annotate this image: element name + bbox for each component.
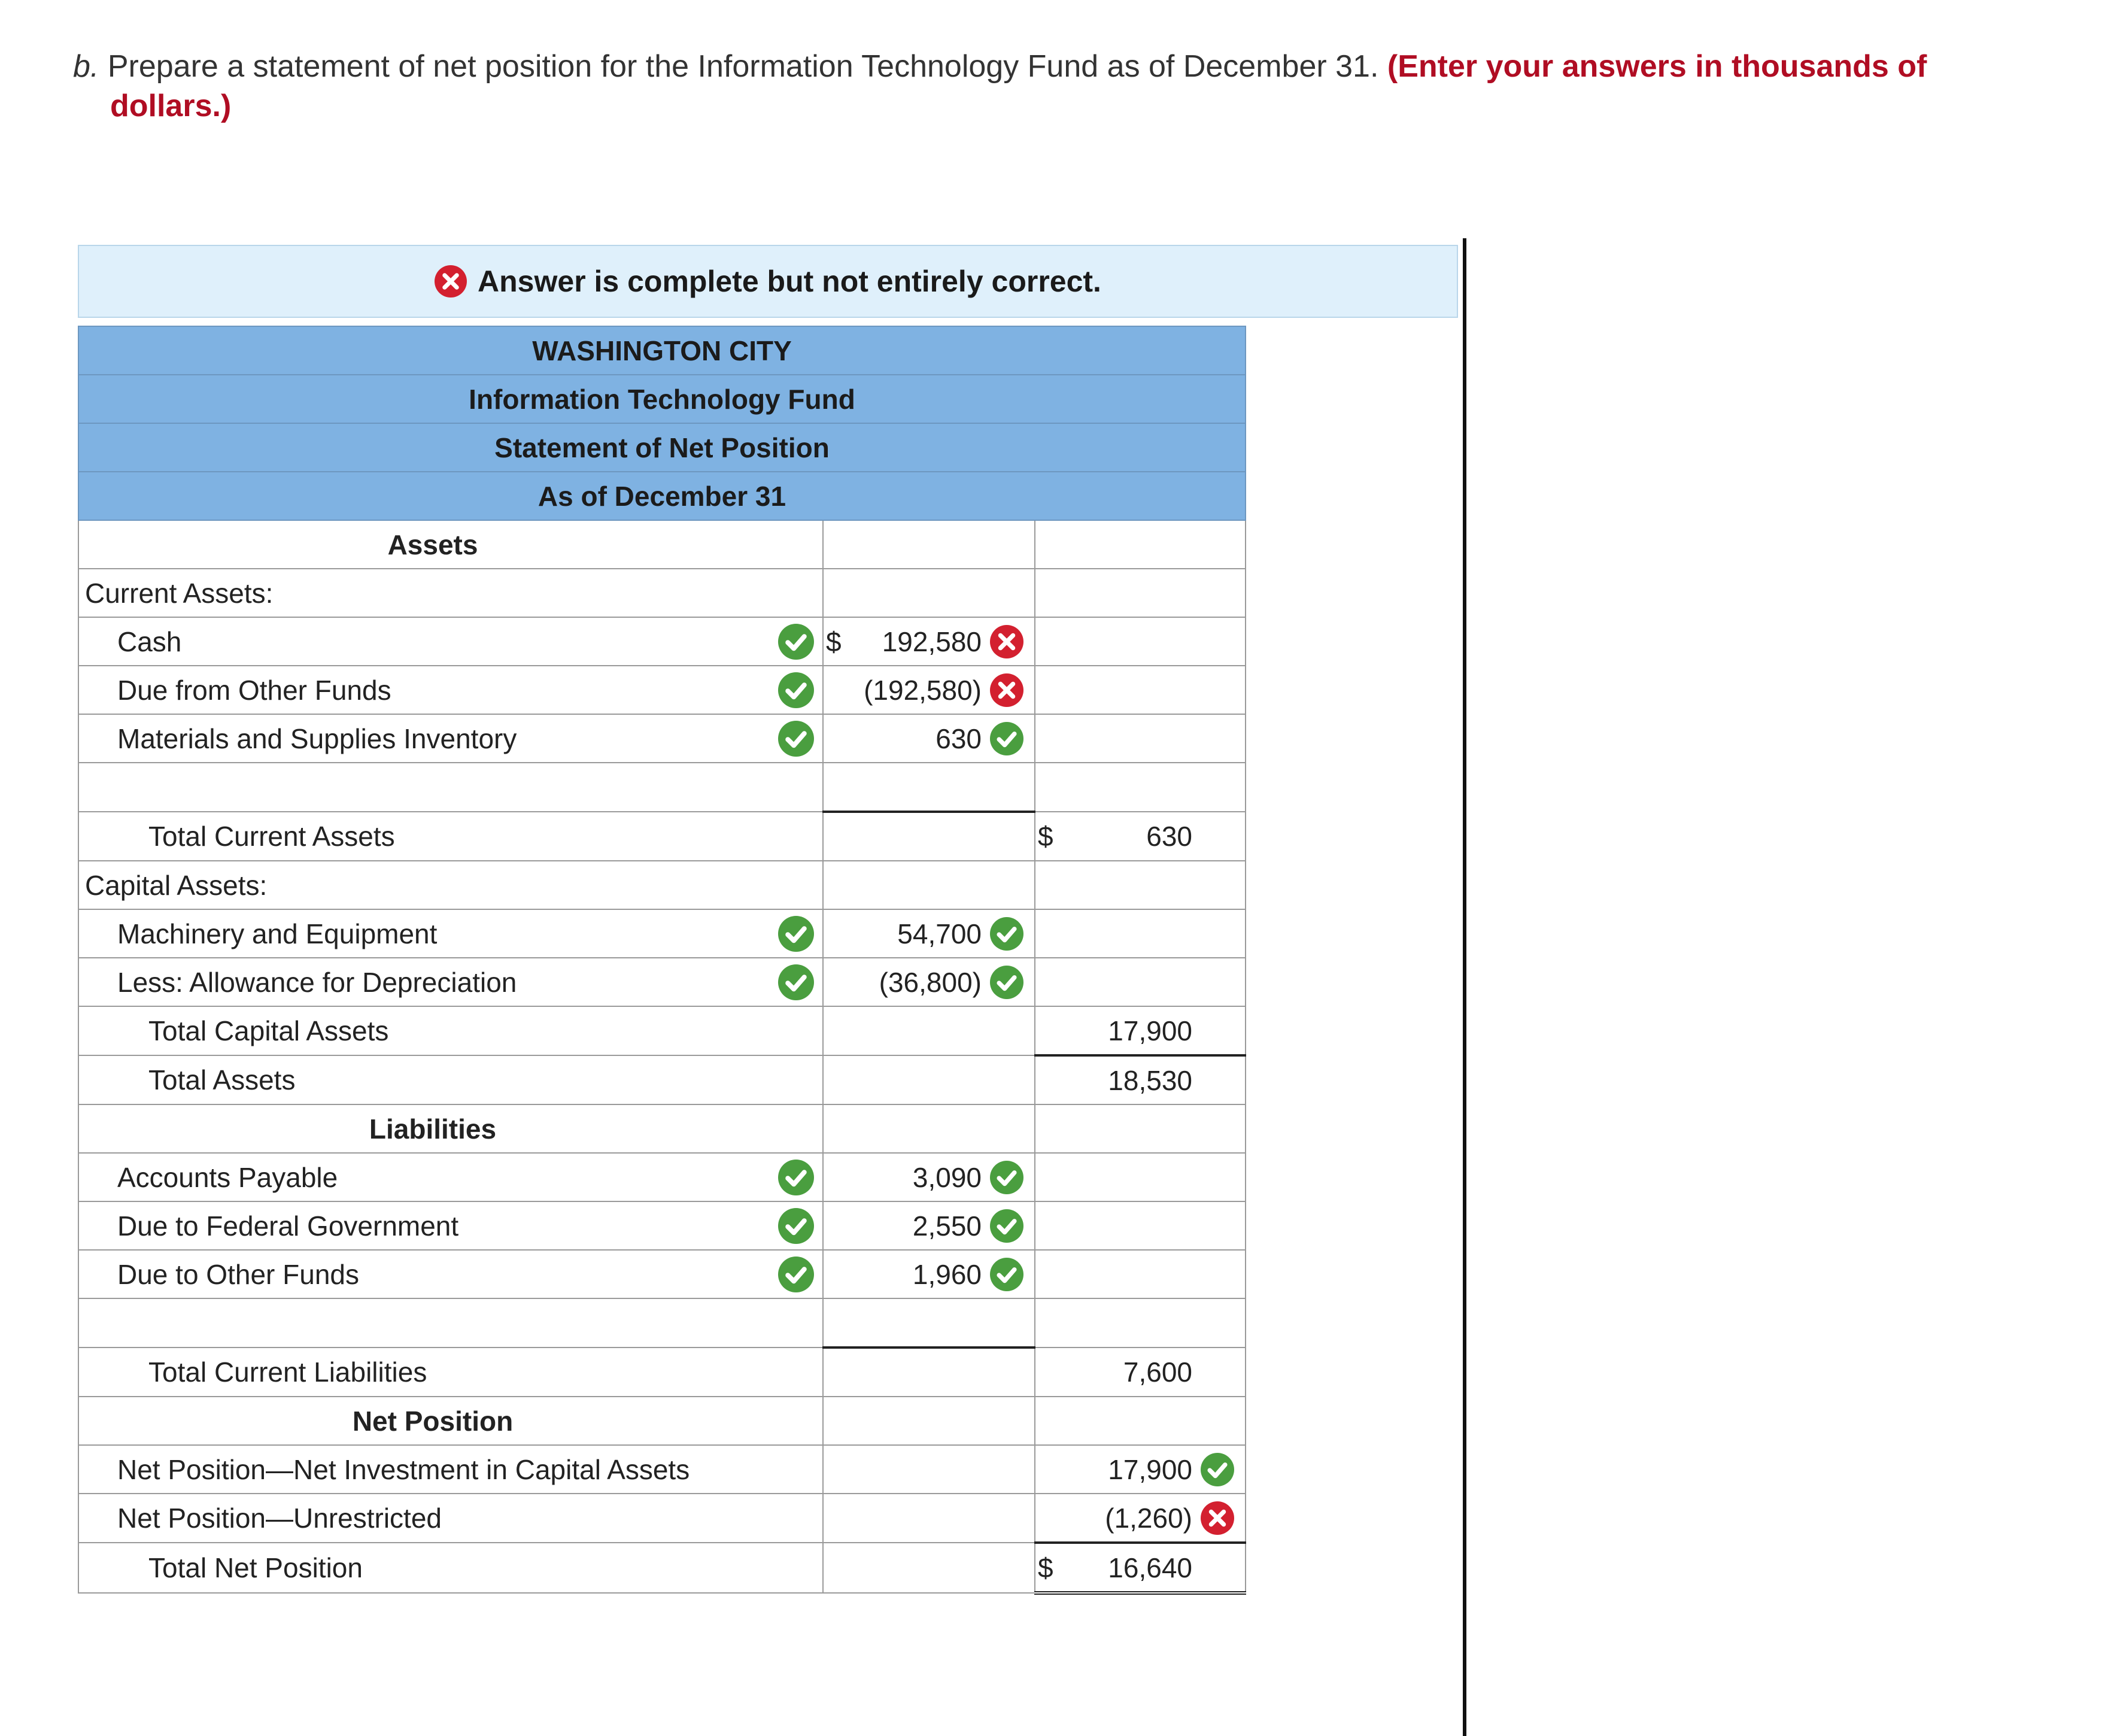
total-capital-assets-label: Total Capital Assets: [148, 1015, 389, 1046]
x-circle-icon: [990, 625, 1023, 658]
check-circle-icon: [778, 1257, 814, 1292]
table-row: [78, 1298, 1246, 1347]
question-prompt: [73, 47, 2048, 126]
table-row: [78, 1347, 1246, 1397]
check-circle-icon: [990, 966, 1023, 999]
blank-amount-input[interactable]: [824, 763, 1034, 811]
total-assets-label: Total Assets: [148, 1064, 296, 1095]
check-circle-icon: [1201, 1453, 1234, 1486]
account-select-allowance-depreciation[interactable]: [79, 958, 822, 1006]
total-current-liabilities-label: Total Current Liabilities: [148, 1356, 427, 1388]
amount-value: 3,090: [912, 1161, 982, 1193]
table-row: [78, 861, 1246, 909]
blank-account-select[interactable]: [79, 1299, 822, 1347]
check-circle-icon: [990, 917, 1023, 951]
amount-value: (192,580): [864, 674, 982, 706]
account-label: Cash: [117, 626, 182, 657]
table-row: [78, 520, 1246, 569]
panel-divider: [1463, 238, 1466, 1736]
account-label: Due to Federal Government: [117, 1210, 459, 1242]
statement-of-net-position: [78, 326, 1246, 1595]
amount-value: 2,550: [912, 1210, 982, 1242]
total-current-assets-label: Total Current Assets: [148, 821, 395, 852]
account-label: Accounts Payable: [117, 1161, 338, 1193]
table-row: [78, 958, 1246, 1006]
amount-value: 192,580: [882, 626, 982, 657]
amount-input-np-unrestricted[interactable]: [1035, 1494, 1245, 1541]
amount-value: 16,640: [1108, 1552, 1192, 1583]
total-assets-amount[interactable]: [1035, 1057, 1245, 1104]
table-row: [78, 1494, 1246, 1543]
amount-value: 630: [935, 723, 982, 754]
check-circle-icon: [778, 1160, 814, 1195]
statement-title: Statement of Net Position: [78, 423, 1246, 472]
check-circle-icon: [778, 916, 814, 952]
table-row: [78, 666, 1246, 714]
amount-input-np-capital[interactable]: [1035, 1446, 1245, 1493]
dollar-sign: $: [1038, 821, 1053, 852]
np-capital-label: Net Position—Net Investment in Capital Assets: [117, 1453, 690, 1485]
account-label: Due from Other Funds: [117, 674, 391, 706]
blank-account-select[interactable]: [79, 763, 822, 811]
amount-input-materials-inventory[interactable]: [824, 715, 1034, 762]
total-capital-assets-amount[interactable]: [1035, 1007, 1245, 1054]
table-row: [78, 714, 1246, 763]
table-row: [78, 1153, 1246, 1201]
question-instruction: (Enter your answers in thousands of: [1387, 49, 1927, 84]
account-label: Machinery and Equipment: [117, 918, 438, 949]
check-circle-icon: [990, 722, 1023, 755]
amount-input-cash[interactable]: [824, 618, 1034, 665]
amount-input-due-to-federal[interactable]: [824, 1202, 1034, 1249]
check-circle-icon: [778, 1208, 814, 1244]
amount-value: 630: [1146, 821, 1192, 852]
account-select-accounts-payable[interactable]: [79, 1154, 822, 1201]
x-circle-icon: [1201, 1501, 1234, 1535]
total-current-assets-amount[interactable]: [1035, 812, 1245, 860]
capital-assets-label: Capital Assets:: [85, 869, 268, 901]
amount-value: 7,600: [1123, 1356, 1192, 1388]
amount-input-accounts-payable[interactable]: [824, 1154, 1034, 1201]
table-row: [78, 1250, 1246, 1298]
table-row: [78, 1201, 1246, 1250]
total-net-position-amount[interactable]: [1035, 1544, 1245, 1591]
question-letter: b.: [73, 49, 99, 84]
account-select-due-to-other-funds[interactable]: [79, 1251, 822, 1298]
check-circle-icon: [778, 721, 814, 757]
table-row: [78, 1397, 1246, 1445]
total-current-liabilities-amount[interactable]: [1035, 1348, 1245, 1396]
account-select-due-from-other-funds[interactable]: [79, 666, 822, 714]
dollar-sign: $: [1038, 1552, 1053, 1583]
table-row: [78, 812, 1246, 861]
table-row: [78, 1006, 1246, 1055]
section-heading-liabilities: Liabilities: [369, 1113, 497, 1145]
result-banner: [78, 245, 1458, 318]
table-row: [78, 763, 1246, 812]
table-row: [78, 569, 1246, 617]
entity-title: WASHINGTON CITY: [78, 326, 1246, 375]
amount-value: (36,800): [879, 966, 982, 998]
table-row: [78, 1104, 1246, 1153]
result-message: Answer is complete but not entirely correct.: [478, 265, 1101, 298]
account-select-cash[interactable]: [79, 618, 822, 665]
section-heading-net-position: Net Position: [352, 1405, 514, 1437]
current-assets-label: Current Assets:: [85, 577, 274, 609]
check-circle-icon: [990, 1258, 1023, 1291]
amount-input-machinery[interactable]: [824, 910, 1034, 957]
np-unrestricted-label: Net Position—Unrestricted: [117, 1503, 442, 1534]
account-label: Less: Allowance for Depreciation: [117, 966, 517, 998]
table-row: [78, 1543, 1246, 1593]
dollar-sign: $: [826, 626, 842, 657]
amount-input-allowance-depreciation[interactable]: [824, 958, 1034, 1006]
amount-value: 1,960: [912, 1258, 982, 1290]
account-label: Materials and Supplies Inventory: [117, 723, 517, 754]
statement-date: As of December 31: [78, 472, 1246, 520]
check-circle-icon: [990, 1209, 1023, 1243]
amount-value: 17,900: [1108, 1015, 1192, 1046]
table-row: [78, 1055, 1246, 1104]
amount-value: 18,530: [1108, 1064, 1192, 1096]
fund-title: Information Technology Fund: [78, 375, 1246, 423]
blank-amount-input[interactable]: [824, 1299, 1034, 1346]
check-circle-icon: [778, 624, 814, 660]
amount-value: 17,900: [1108, 1453, 1192, 1485]
amount-input-due-from-other-funds[interactable]: [824, 666, 1034, 714]
amount-value: 54,700: [897, 918, 982, 949]
check-circle-icon: [990, 1161, 1023, 1194]
question-instruction-continued: dollars.): [110, 89, 232, 123]
table-row: [78, 1445, 1246, 1494]
question-text: Prepare a statement of net position for the Information Technology Fund as of December 31.: [107, 49, 1379, 84]
table-row: [78, 617, 1246, 666]
amount-value: (1,260): [1105, 1502, 1192, 1534]
account-select-due-to-federal[interactable]: [79, 1202, 822, 1249]
account-label: Due to Other Funds: [117, 1258, 359, 1290]
section-heading-assets: Assets: [387, 529, 478, 560]
account-select-materials-inventory[interactable]: [79, 715, 822, 762]
total-net-position-label: Total Net Position: [148, 1552, 363, 1583]
check-circle-icon: [778, 672, 814, 708]
amount-input-due-to-other-funds[interactable]: [824, 1251, 1034, 1298]
check-circle-icon: [778, 964, 814, 1000]
table-row: [78, 909, 1246, 958]
x-circle-icon: [990, 673, 1023, 707]
account-select-machinery[interactable]: [79, 910, 822, 957]
x-circle-icon: [435, 265, 467, 298]
